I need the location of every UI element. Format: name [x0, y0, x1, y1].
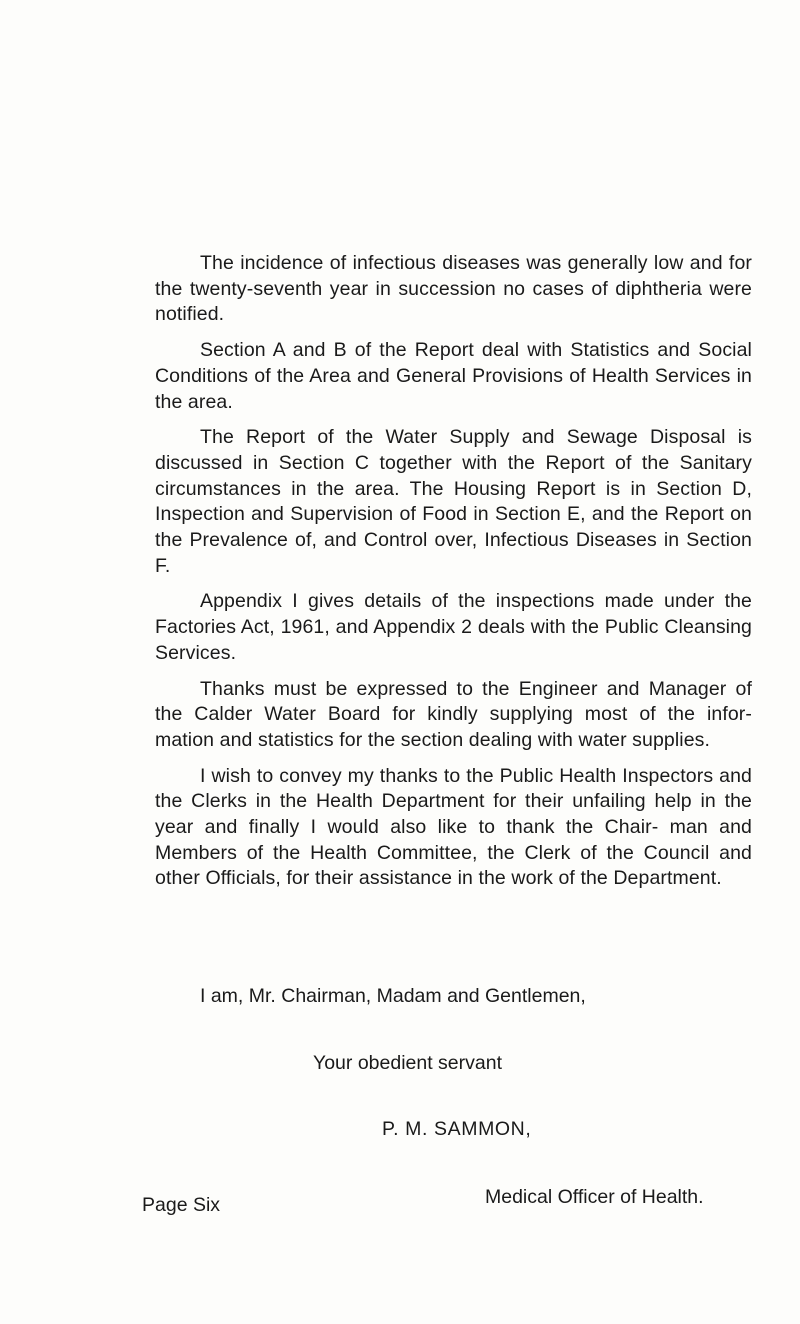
paragraph-water-supply: The Report of the Water Supply and Sewage Disposal is discussed in Section C together with the Report of the Sanitary circumstances in the area. The Housing Report is in Section D, Inspection and Supervision of Food in Section E, and the Report on the Prevalence of, and Control over, Infectious Diseases in Section F.: [155, 426, 752, 577]
paragraph-infectious-diseases: The incidence of infectious diseases was generally low and for the twenty-seventh year in succession no cases of diphtheria were notified.: [155, 252, 752, 326]
paragraph-thanks-staff: I wish to convey my thanks to the Public Health Inspectors and the Clerks in the Health Department for their unfailing help in the year and finally I would also like to thank the Chair- man and Members of the Health Committee, the Clerk of the Council and other Officials, for their assistance in the work of the Department.: [155, 764, 752, 890]
paragraph-appendix: Appendix I gives details of the inspections made under the Factories Act, 1961, and Appendix 2 deals with the Public Cleansing Services.: [155, 590, 752, 664]
paragraph-thanks-engineer: Thanks must be expressed to the Engineer and Manager of the Calder Water Board for kindly supplying most of the infor- mation and statistics for the section dealing with water supplies.: [155, 677, 752, 751]
paragraph-sections-a-b: Section A and B of the Report deal with Statistics and Social Conditions of the Area and General Provisions of Health Services in the area.: [155, 339, 752, 413]
signatory-name: P. M. SAMMON,: [382, 1118, 532, 1140]
letter-body: [155, 251, 752, 892]
page-number: Page Six: [142, 1194, 221, 1216]
valediction: Your obedient servant: [313, 1052, 503, 1074]
signatory-title: Medical Officer of Health.: [485, 1186, 704, 1208]
closing-salutation: I am, Mr. Chairman, Madam and Gentlemen,: [200, 985, 586, 1007]
